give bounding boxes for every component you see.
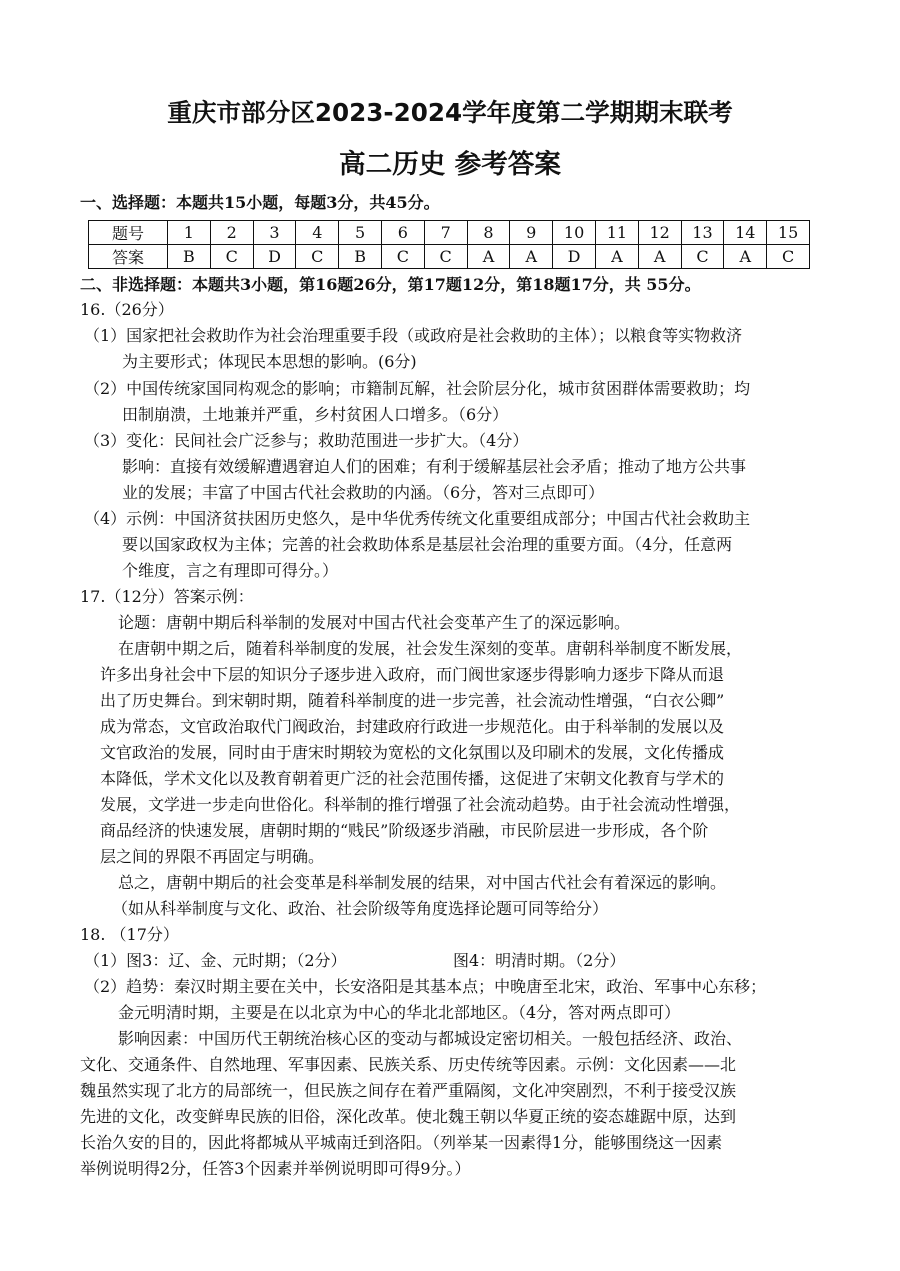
text-line: 金元明清时期，主要是在以北京为中心的华北北部地区。（4分，答对两点即可） [118, 1003, 681, 1022]
table-cell: B [168, 245, 211, 269]
table-cell: 13 [681, 221, 724, 245]
question-17-header: 17.（12分）答案示例： [80, 587, 254, 606]
text-line: 出了历史舞台。到宋朝时期，随着科举制度的进一步完善，社会流动性增强，“白衣公卿” [100, 691, 725, 710]
text-line: 长治久安的目的，因此将都城从平城南迁到洛阳。（列举某一因素得1分，能够围绕这一因素 [80, 1133, 723, 1152]
text-line: 影响因素：中国历代王朝统治核心区的变动与都城设定密切相关。一般包括经济、政治、 [118, 1029, 743, 1048]
table-cell: 4 [296, 221, 339, 245]
table-cell: 15 [767, 221, 810, 245]
text-line: （1）国家把社会救助作为社会治理重要手段（或政府是社会救助的主体）；以粮食等实物救济 [84, 326, 743, 345]
table-cell: A [595, 245, 638, 269]
row-label-answer: 答案 [89, 245, 168, 269]
answer-row [89, 245, 810, 269]
text-line: 许多出身社会中下层的知识分子逐步进入政府，而门阀世家逐步得影响力逐步下降从而退 [100, 665, 725, 684]
table-cell: 5 [339, 221, 382, 245]
table-cell: A [638, 245, 681, 269]
text-line: 成为常态，文官政治取代门阀政治，封建政府行政进一步规范化。由于科举制的发展以及 [100, 717, 725, 736]
section2-heading: 二、非选择题：本题共3小题，第16题26分，第17题12分，第18题17分，共 55分。 [80, 275, 701, 294]
table-cell: D [253, 245, 296, 269]
section1-heading: 一、选择题：本题共15小题，每题3分，共45分。 [80, 193, 440, 212]
text-line: （1）图3：辽、金、元时期；（2分） [84, 951, 347, 970]
table-cell: 6 [381, 221, 424, 245]
text-line: （3）变化：民间社会广泛参与；救助范围进一步扩大。（4分） [84, 431, 529, 450]
table-cell: C [381, 245, 424, 269]
text-line: 文化、交通条件、自然地理、军事因素、民族关系、历史传统等因素。示例：文化因素——北 [80, 1055, 737, 1074]
table-cell: 8 [467, 221, 510, 245]
text-line: （2）中国传统家国同构观念的影响；市籍制瓦解，社会阶层分化，城市贫困群体需要救助；均 [84, 379, 751, 398]
question-18-header: 18. （17分） [80, 925, 179, 944]
table-cell: C [681, 245, 724, 269]
text-line: （2）趋势：秦汉时期主要在关中，长安洛阳是其基本点；中晚唐至北宋，政治、军事中心东移； [84, 977, 767, 996]
table-cell: 10 [553, 221, 596, 245]
table-cell: 7 [424, 221, 467, 245]
table-cell: 14 [724, 221, 767, 245]
table-cell: 3 [253, 221, 296, 245]
text-line: 图4：明清时期。（2分） [453, 951, 626, 970]
text-line: 要以国家政权为主体；完善的社会救助体系是基层社会治理的重要方面。（4分，任意两 [122, 535, 733, 554]
text-line: 田制崩溃，土地兼并严重，乡村贫困人口增多。（6分） [122, 405, 509, 424]
text-line: 魏虽然实现了北方的局部统一，但民族之间存在着严重隔阂，文化冲突剧烈，不利于接受汉族 [80, 1081, 737, 1100]
text-line: 个维度，言之有理即可得分。） [122, 561, 339, 580]
text-line: 层之间的界限不再固定与明确。 [100, 847, 325, 866]
page-subtitle: 高二历史 参考答案 [339, 149, 561, 180]
text-line: 发展，文学进一步走向世俗化。科举制的推行增强了社会流动趋势。由于社会流动性增强， [100, 795, 741, 814]
text-line: 论题：唐朝中期后科举制的发展对中国古代社会变革产生了的深远影响。 [118, 613, 631, 632]
text-line: 总之，唐朝中期后的社会变革是科举制发展的结果，对中国古代社会有着深远的影响。 [118, 873, 727, 892]
text-line: （如从科举制度与文化、政治、社会阶级等角度选择论题可同等给分） [112, 899, 609, 918]
page-title: 重庆市部分区2023-2024学年度第二学期期末联考 [167, 98, 733, 127]
text-line: （4）示例：中国济贫扶困历史悠久，是中华优秀传统文化重要组成部分；中国古代社会救助主 [84, 509, 751, 528]
table-cell: 9 [510, 221, 553, 245]
text-line: 为主要形式；体现民本思想的影响。(6分) [122, 352, 417, 371]
table-cell: 2 [210, 221, 253, 245]
table-cell: D [553, 245, 596, 269]
row-label-number: 题号 [89, 221, 168, 245]
text-line: 先进的文化，改变鲜卑民族的旧俗，深化改革。使北魏王朝以华夏正统的姿态雄踞中原，达到 [80, 1107, 737, 1126]
table-cell: B [339, 245, 382, 269]
table-cell: 1 [168, 221, 211, 245]
table-cell: C [210, 245, 253, 269]
text-line: 举例说明得2分，任答3个因素并举例说明即可得9分。） [80, 1159, 471, 1178]
text-line: 商品经济的快速发展，唐朝时期的“贱民”阶级逐步消融，市民阶层进一步形成，各个阶 [100, 821, 709, 840]
table-cell: 11 [595, 221, 638, 245]
text-line: 影响：直接有效缓解遭遇窘迫人们的困难；有利于缓解基层社会矛盾；推动了地方公共事 [122, 457, 747, 476]
text-line: 本降低，学术文化以及教育朝着更广泛的社会范围传播，这促进了宋朝文化教育与学术的 [100, 769, 725, 788]
text-line: 业的发展；丰富了中国古代社会救助的内涵。（6分，答对三点即可） [122, 483, 605, 502]
table-cell: 12 [638, 221, 681, 245]
table-cell: A [724, 245, 767, 269]
question-number-row [89, 221, 810, 245]
question-16-header: 16.（26分） [80, 300, 174, 319]
table-cell: A [510, 245, 553, 269]
table-cell: C [296, 245, 339, 269]
table-cell: C [424, 245, 467, 269]
table-cell: C [767, 245, 810, 269]
answer-table [88, 220, 810, 269]
text-line: 文官政治的发展，同时由于唐宋时期较为宽松的文化氛围以及印刷术的发展，文化传播成 [100, 743, 725, 762]
table-cell: A [467, 245, 510, 269]
text-line: 在唐朝中期之后，随着科举制度的发展，社会发生深刻的变革。唐朝科举制度不断发展， [118, 639, 743, 658]
